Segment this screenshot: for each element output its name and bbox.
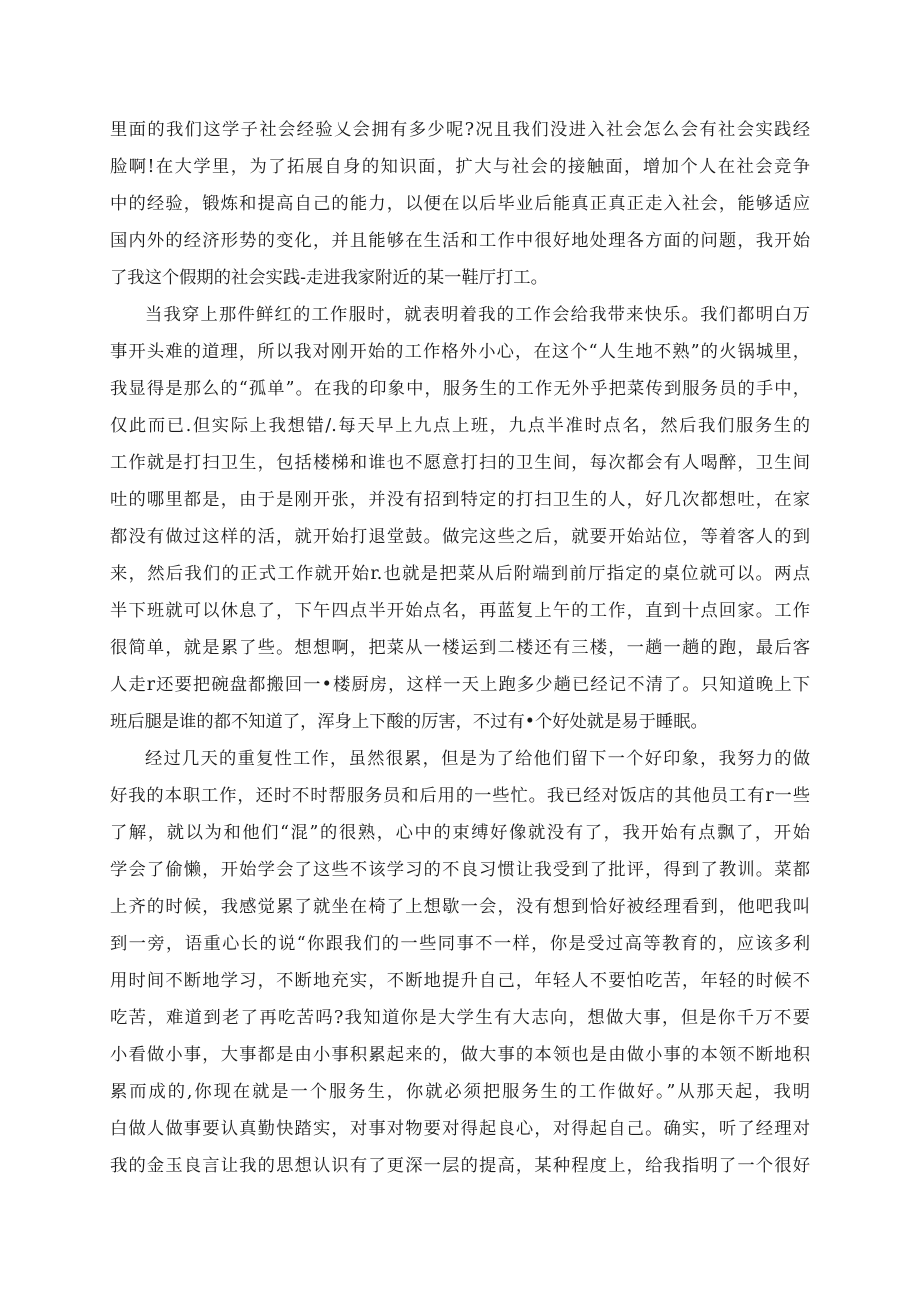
- paragraph-3-line-7: 用时间不断地学习，不断地充实，不断地提升自己，年轻人不要怕吃苦，年轻的时候不: [110, 971, 810, 991]
- paragraph-2-line-10: 很简单，就是累了些。想想啊，把菜从一楼运到二楼还有三楼，一趟一趟的跑，最后客: [110, 638, 810, 658]
- paragraph-2-line-11: 人走r还要把碗盘都搬回一•楼厨房，这样一天上跑多少趟已经记不清了。只知道晚上下: [110, 675, 810, 695]
- paragraph-3-line-10: 累而成的,你现在就是一个服务生，你就必须把服务生的工作做好。”从那天起，我明: [110, 1082, 810, 1102]
- paragraph-3-line-8: 吃苦，难道到老了再吃苦吗?我知道你是大学生有大志向，想做大事，但是你千万不要: [110, 1008, 810, 1028]
- paragraph-3-line-4: 学会了偷懒，开始学会了这些不该学习的不良习惯让我受到了批评，得到了教训。菜都: [110, 860, 810, 880]
- paragraph-1-line-5: 了我这个假期的社会实践-走进我家附近的某一鞋厅打工。: [110, 268, 548, 288]
- paragraph-3-line-1: 经过几天的重复性工作，虽然很累，但是为了给他们留下一个好印象，我努力的做: [145, 749, 810, 769]
- paragraph-2-line-5: 工作就是打扫卫生，包括楼梯和谁也不愿意打扫的卫生间，每次都会有人喝醉，卫生间: [110, 453, 810, 473]
- paragraph-3-line-2: 好我的本职工作，还时不时帮服务员和后用的一些忙。我已经对饭店的其他员工有r一些: [110, 786, 810, 806]
- paragraph-1-line-1: 里面的我们这学子社会经验乂会拥有多少呢?况且我们没进入社会怎么会有社会实践经: [110, 120, 810, 140]
- paragraph-3-line-3: 了解，就以为和他们“混”的很熟，心中的束缚好像就没有了，我开始有点飘了，开始: [110, 823, 810, 843]
- paragraph-3-line-6: 到一旁，语重心长的说“你跟我们的一些同事不一样，你是受过高等教育的，应该多利: [110, 934, 810, 954]
- paragraph-2-line-8: 来，然后我们的正式工作就开始r.也就是把菜从后附端到前厅指定的桌位就可以。两点: [110, 564, 810, 584]
- paragraph-2-line-6: 吐的哪里都是，由于是刚开张，并没有招到特定的打扫卫生的人，好几次都想吐，在家: [110, 490, 810, 510]
- paragraph-2-line-2: 事开头难的道理，所以我对刚开始的工作格外小心，在这个“人生地不熟”的火锅城里，: [110, 342, 810, 362]
- paragraph-3-line-9: 小看做小事，大事都是由小事积累起来的，做大事的本领也是由做小事的本领不断地积: [110, 1045, 810, 1065]
- paragraph-2-line-4: 仅此而已.但实际上我想错/.每天早上九点上班，九点半准时点名，然后我们服务生的: [110, 416, 810, 436]
- paragraph-1-line-3: 中的经验，锻炼和提高自己的能力，以便在以后毕业后能真正真正走入社会，能够适应: [110, 194, 810, 214]
- paragraph-2-line-3: 我显得是那么的“孤单”。在我的印象中，服务生的工作无外乎把菜传到服务员的手中，: [110, 379, 810, 399]
- paragraph-2-line-1: 当我穿上那件鲜红的工作服时，就表明着我的工作会给我带来快乐。我们都明白万: [145, 305, 810, 325]
- paragraph-2-line-12: 班后腿是谁的都不知道了，浑身上下酸的厉害，不过有•个好处就是易于睡眠。: [110, 712, 708, 732]
- paragraph-1-line-4: 国内外的经济形势的变化，并且能够在生活和工作中很好地处理各方面的问题，我开始: [110, 231, 810, 251]
- paragraph-3-line-12: 我的金玉良言让我的思想认识有了更深一层的提高，某种程度上，给我指明了一个很好: [110, 1156, 810, 1176]
- paragraph-2-line-7: 都没有做过这样的活，就开始打退堂鼓。做完这些之后，就要开始站位，等着客人的到: [110, 527, 810, 547]
- paragraph-1-line-2: 脸啊!在大学里，为了拓展自身的知识面，扩大与社会的接触面，增加个人在社会竞争: [110, 157, 810, 177]
- paragraph-3-line-11: 白做人做事要认真勤快踏实，对事对物要对得起良心，对得起自己。确实，听了经理对: [110, 1119, 810, 1139]
- paragraph-3-line-5: 上齐的时候，我感觉累了就坐在椅了上想歇一会，没有想到恰好被经理看到，他吧我叫: [110, 897, 810, 917]
- paragraph-2-line-9: 半下班就可以休息了，下午四点半开始点名，再蓝复上午的工作，直到十点回家。工作: [110, 601, 810, 621]
